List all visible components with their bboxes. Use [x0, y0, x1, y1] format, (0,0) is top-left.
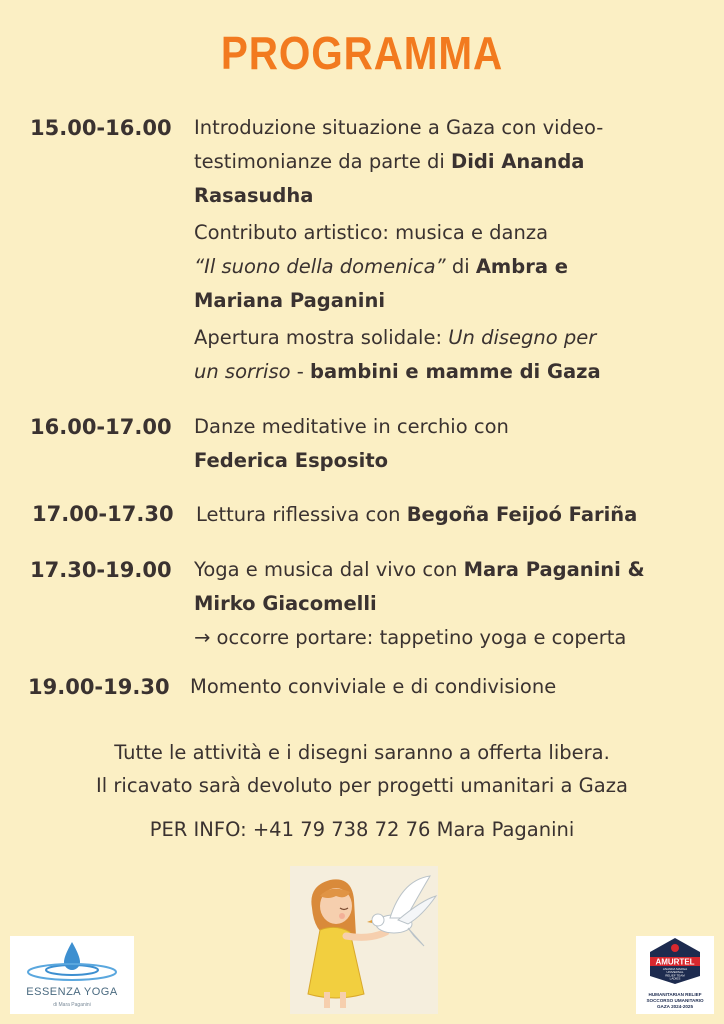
text-run: testimonianze da parte di: [194, 150, 452, 173]
text-run: Contributo artistico: musica e danza: [194, 221, 549, 244]
description-line: [190, 670, 556, 704]
description-line: [194, 250, 568, 284]
contact-info: PER INFO: +41 79 738 72 76 Mara Paganini: [149, 818, 575, 841]
logo-right-caption: GAZA 2024-2025: [656, 1004, 694, 1009]
logo-right-small-line: LADIES: [669, 976, 681, 981]
text-run: Danze meditative in cerchio con: [194, 415, 509, 438]
highlighted-name: bambini e mamme di Gaza: [310, 360, 601, 383]
description-line: [194, 145, 603, 179]
essenza-yoga-logo: [10, 936, 134, 1014]
description-line: [194, 111, 603, 145]
activity-description: [194, 216, 568, 318]
time-slot-2: 16.00-17.00: [30, 415, 172, 439]
highlighted-name: Mirko Giacomelli: [194, 592, 377, 615]
description-line: [194, 587, 645, 621]
activity-description: [196, 498, 637, 532]
amurtel-logo: [636, 936, 714, 1014]
time-slot-5: 19.00-19.30: [28, 675, 170, 699]
text-run: Apertura mostra solidale:: [194, 326, 449, 349]
page-title: PROGRAMMA: [220, 27, 504, 79]
description-line: [194, 553, 645, 587]
description-line: [194, 216, 568, 250]
time-slot-3: 17.00-17.30: [32, 502, 174, 526]
description-line: [196, 498, 637, 532]
activity-description: [194, 321, 601, 389]
highlighted-name: Begoña Feijoó Fariña: [406, 503, 638, 526]
text-run: Yoga e musica dal vivo con: [194, 558, 464, 581]
highlighted-name: Ambra e: [475, 255, 568, 278]
text-run: → occorre portare: tappetino yoga e coperta: [194, 626, 627, 649]
time-slot-4: 17.30-19.00: [30, 558, 172, 582]
logo-right-name: AMURTEL: [655, 957, 695, 967]
highlighted-name: Rasasudha: [194, 184, 314, 207]
activity-description: [194, 111, 603, 213]
text-run: Introduzione situazione a Gaza con video-: [194, 116, 604, 139]
logo-left-tagline: di Mara Paganini: [53, 1002, 91, 1008]
girl-with-dove-illustration: [290, 866, 438, 1014]
activity-description: [194, 410, 509, 478]
text-run: di: [445, 255, 476, 278]
italic-title: Un disegno per: [448, 326, 597, 349]
logo-right-small-line: ANANDA MARGA: [662, 967, 688, 971]
description-line: [194, 355, 601, 389]
description-line: [194, 179, 603, 213]
highlighted-name: Mariana Paganini: [194, 289, 386, 312]
italic-title: un sorriso: [194, 360, 291, 383]
logo-right-caption: SOCCORSO UMANITARIO: [646, 998, 704, 1003]
offer-note: Tutte le attività e i disegni saranno a offerta libera.: [114, 741, 610, 764]
description-line: [194, 284, 568, 318]
description-line: [194, 410, 509, 444]
highlighted-name: Federica Esposito: [194, 449, 389, 472]
logo-right-caption: HUMANITARIAN RELIEF: [648, 992, 702, 997]
logo-right-small-line: UNIVERSAL: [666, 970, 684, 975]
activity-description: [194, 553, 645, 655]
text-run: -: [290, 360, 310, 383]
water-drop-icon: [10, 936, 134, 986]
highlighted-name: Didi Ananda: [451, 150, 585, 173]
description-line: [194, 444, 509, 478]
italic-title: “Il suono della domenica”: [194, 255, 446, 278]
time-slot-1: 15.00-16.00: [30, 116, 172, 140]
description-line: [194, 321, 601, 355]
description-line: [194, 621, 645, 655]
logo-left-name: ESSENZA YOGA: [26, 986, 118, 998]
proceeds-note: Il ricavato sarà devoluto per progetti umanitari a Gaza: [96, 774, 628, 797]
activity-description: [190, 670, 556, 704]
logo-right-small-line: RELIEF TEAM: [665, 973, 685, 978]
highlighted-name: Mara Paganini &: [463, 558, 645, 581]
text-run: Momento conviviale e di condivisione: [190, 675, 557, 698]
amurtel-emblem-icon: [636, 936, 714, 986]
text-run: Lettura riflessiva con: [196, 503, 407, 526]
